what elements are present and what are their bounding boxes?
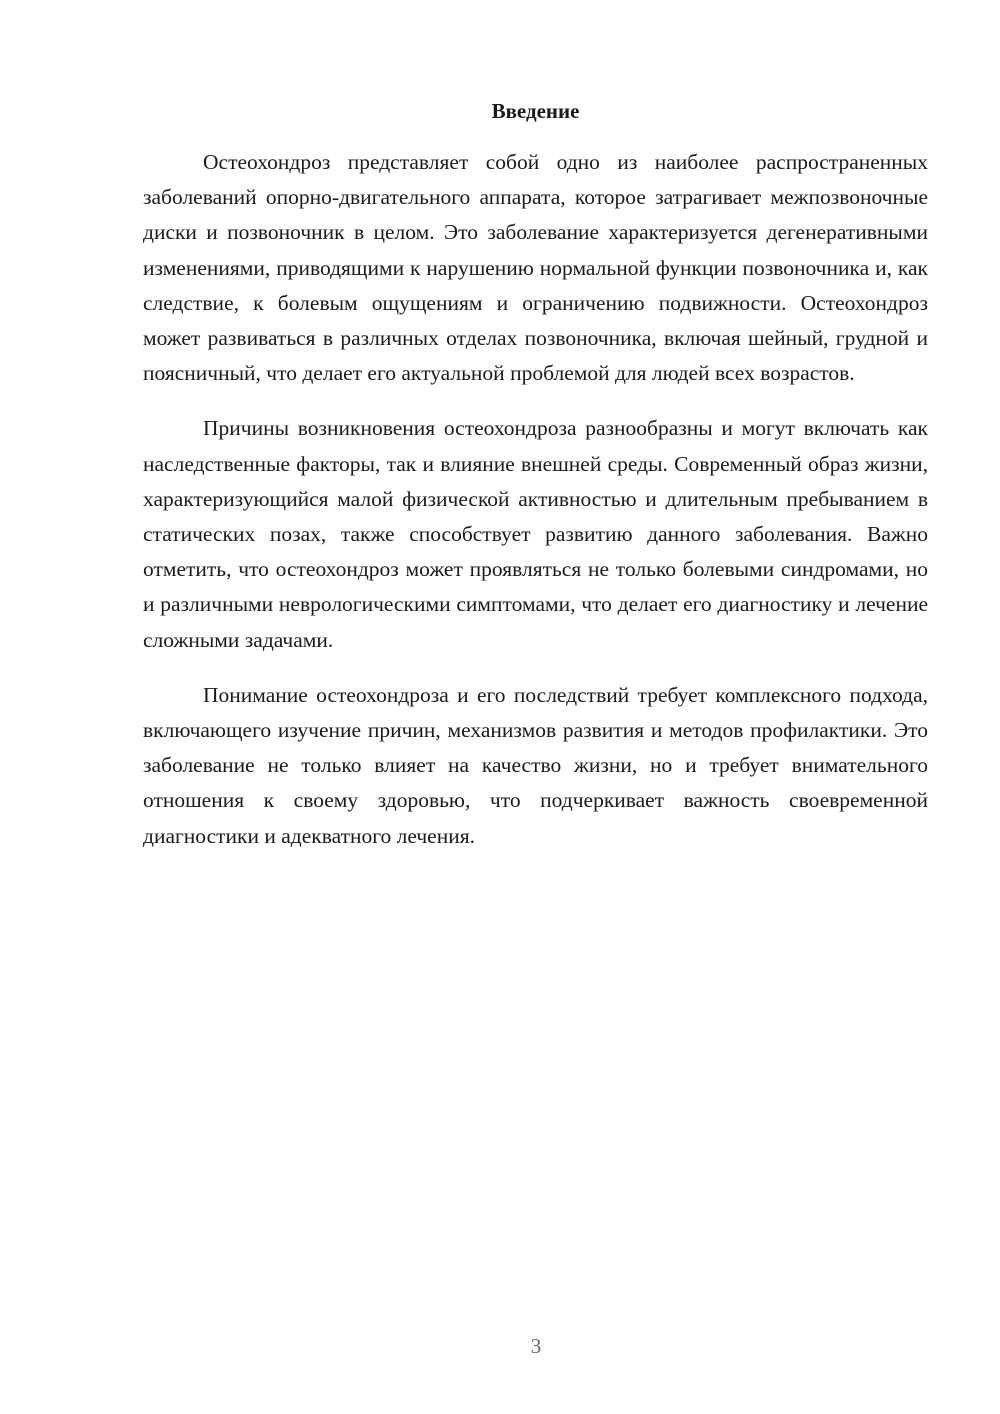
body-text bbox=[143, 145, 928, 854]
page-number: 3 bbox=[530, 1334, 542, 1358]
paragraph-understanding: Понимание остеохондроза и его последствий требует комплексного подхода, включающего изучение причин, механизмов развития и методов профилактики. Это заболевание не только влияет на качество жизни, но и требует внимательного отношения к своему здоровью, что подчеркивает важность своевременной диагностики и адекватного лечения. bbox=[143, 682, 928, 848]
paragraph-intro: Остеохондроз представляет собой одно из наиболее распространенных заболеваний опорно-двигательного аппарата, которое затрагивает межпозвоночные диски и позвоночник в целом. Это заболевание характеризуется дегенеративными изменениями, приводящими к нарушению нормальной функции позвоночника и, как следствие, к болевым ощущениям и ограничению подвижности. Остеохондроз может развиваться в различных отделах позвоночника, включая шейный, грудной и поясничный, что делает его актуальной проблемой для людей всех возрастов. bbox=[143, 150, 928, 386]
section-title: Введение bbox=[491, 99, 580, 123]
paragraph-causes: Причины возникновения остеохондроза разнообразны и могут включать как наследственные факторы, так и влияние внешней среды. Современный образ жизни, характеризующийся малой физической активностью и длительным пребыванием в статических позах, также способствует развитию данного заболевания. Важно отметить, что остеохондроз может проявляться не только болевыми синдромами, но и различными неврологическими симптомами, что делает его диагностику и лечение сложными задачами. bbox=[143, 416, 928, 652]
